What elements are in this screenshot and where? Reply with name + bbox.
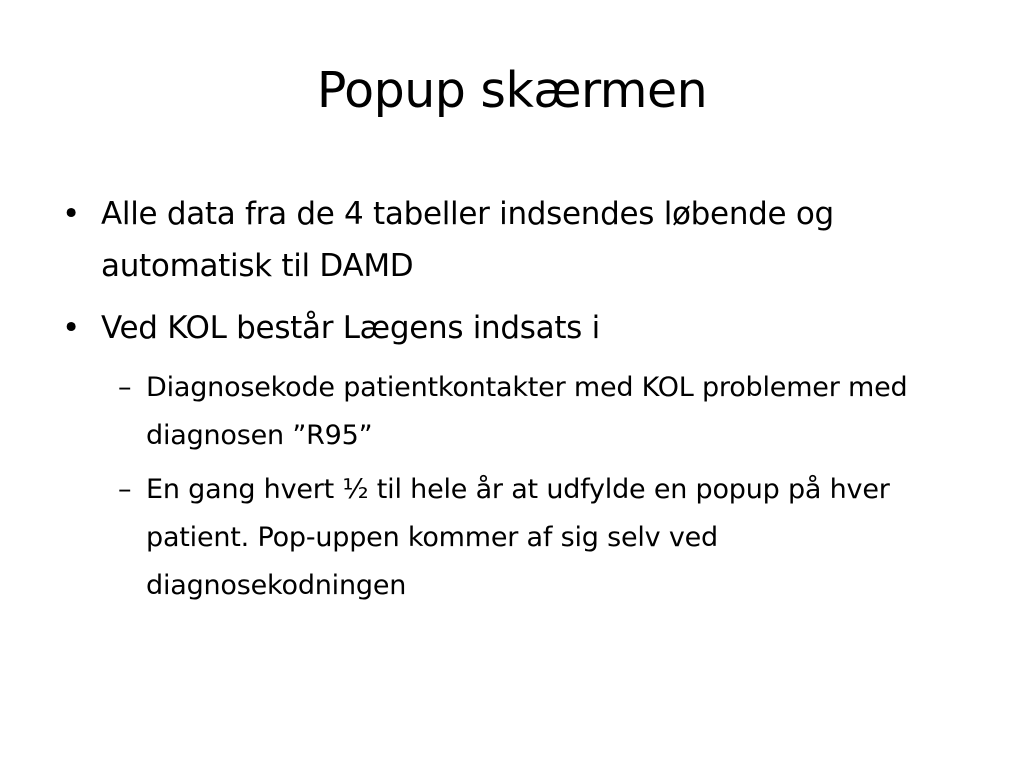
bullet-mark: • — [62, 310, 80, 346]
bullet-text: Ved KOL består Lægens indsats i — [101, 310, 600, 346]
bullet-item — [58, 302, 978, 354]
sub-bullet-list — [58, 364, 978, 610]
bullet-item — [58, 188, 978, 292]
sub-bullet-mark: – — [118, 372, 132, 403]
sub-bullet-item — [58, 466, 978, 610]
slide-title: Popup skærmen — [316, 62, 708, 119]
bullet-text: Alle data fra de 4 tabeller indsendes løbende og automatisk til DAMD — [101, 196, 834, 284]
slide-body — [58, 188, 978, 616]
sub-bullet-item — [58, 364, 978, 460]
bullet-mark: • — [62, 196, 80, 232]
sub-bullet-text: Diagnosekode patientkontakter med KOL problemer med diagnosen ”R95” — [146, 372, 908, 451]
sub-bullet-mark: – — [118, 474, 132, 505]
sub-bullet-text: En gang hvert ½ til hele år at udfylde en popup på hver patient. Pop-uppen kommer af sig selv ved diagnosekodningen — [146, 474, 890, 601]
